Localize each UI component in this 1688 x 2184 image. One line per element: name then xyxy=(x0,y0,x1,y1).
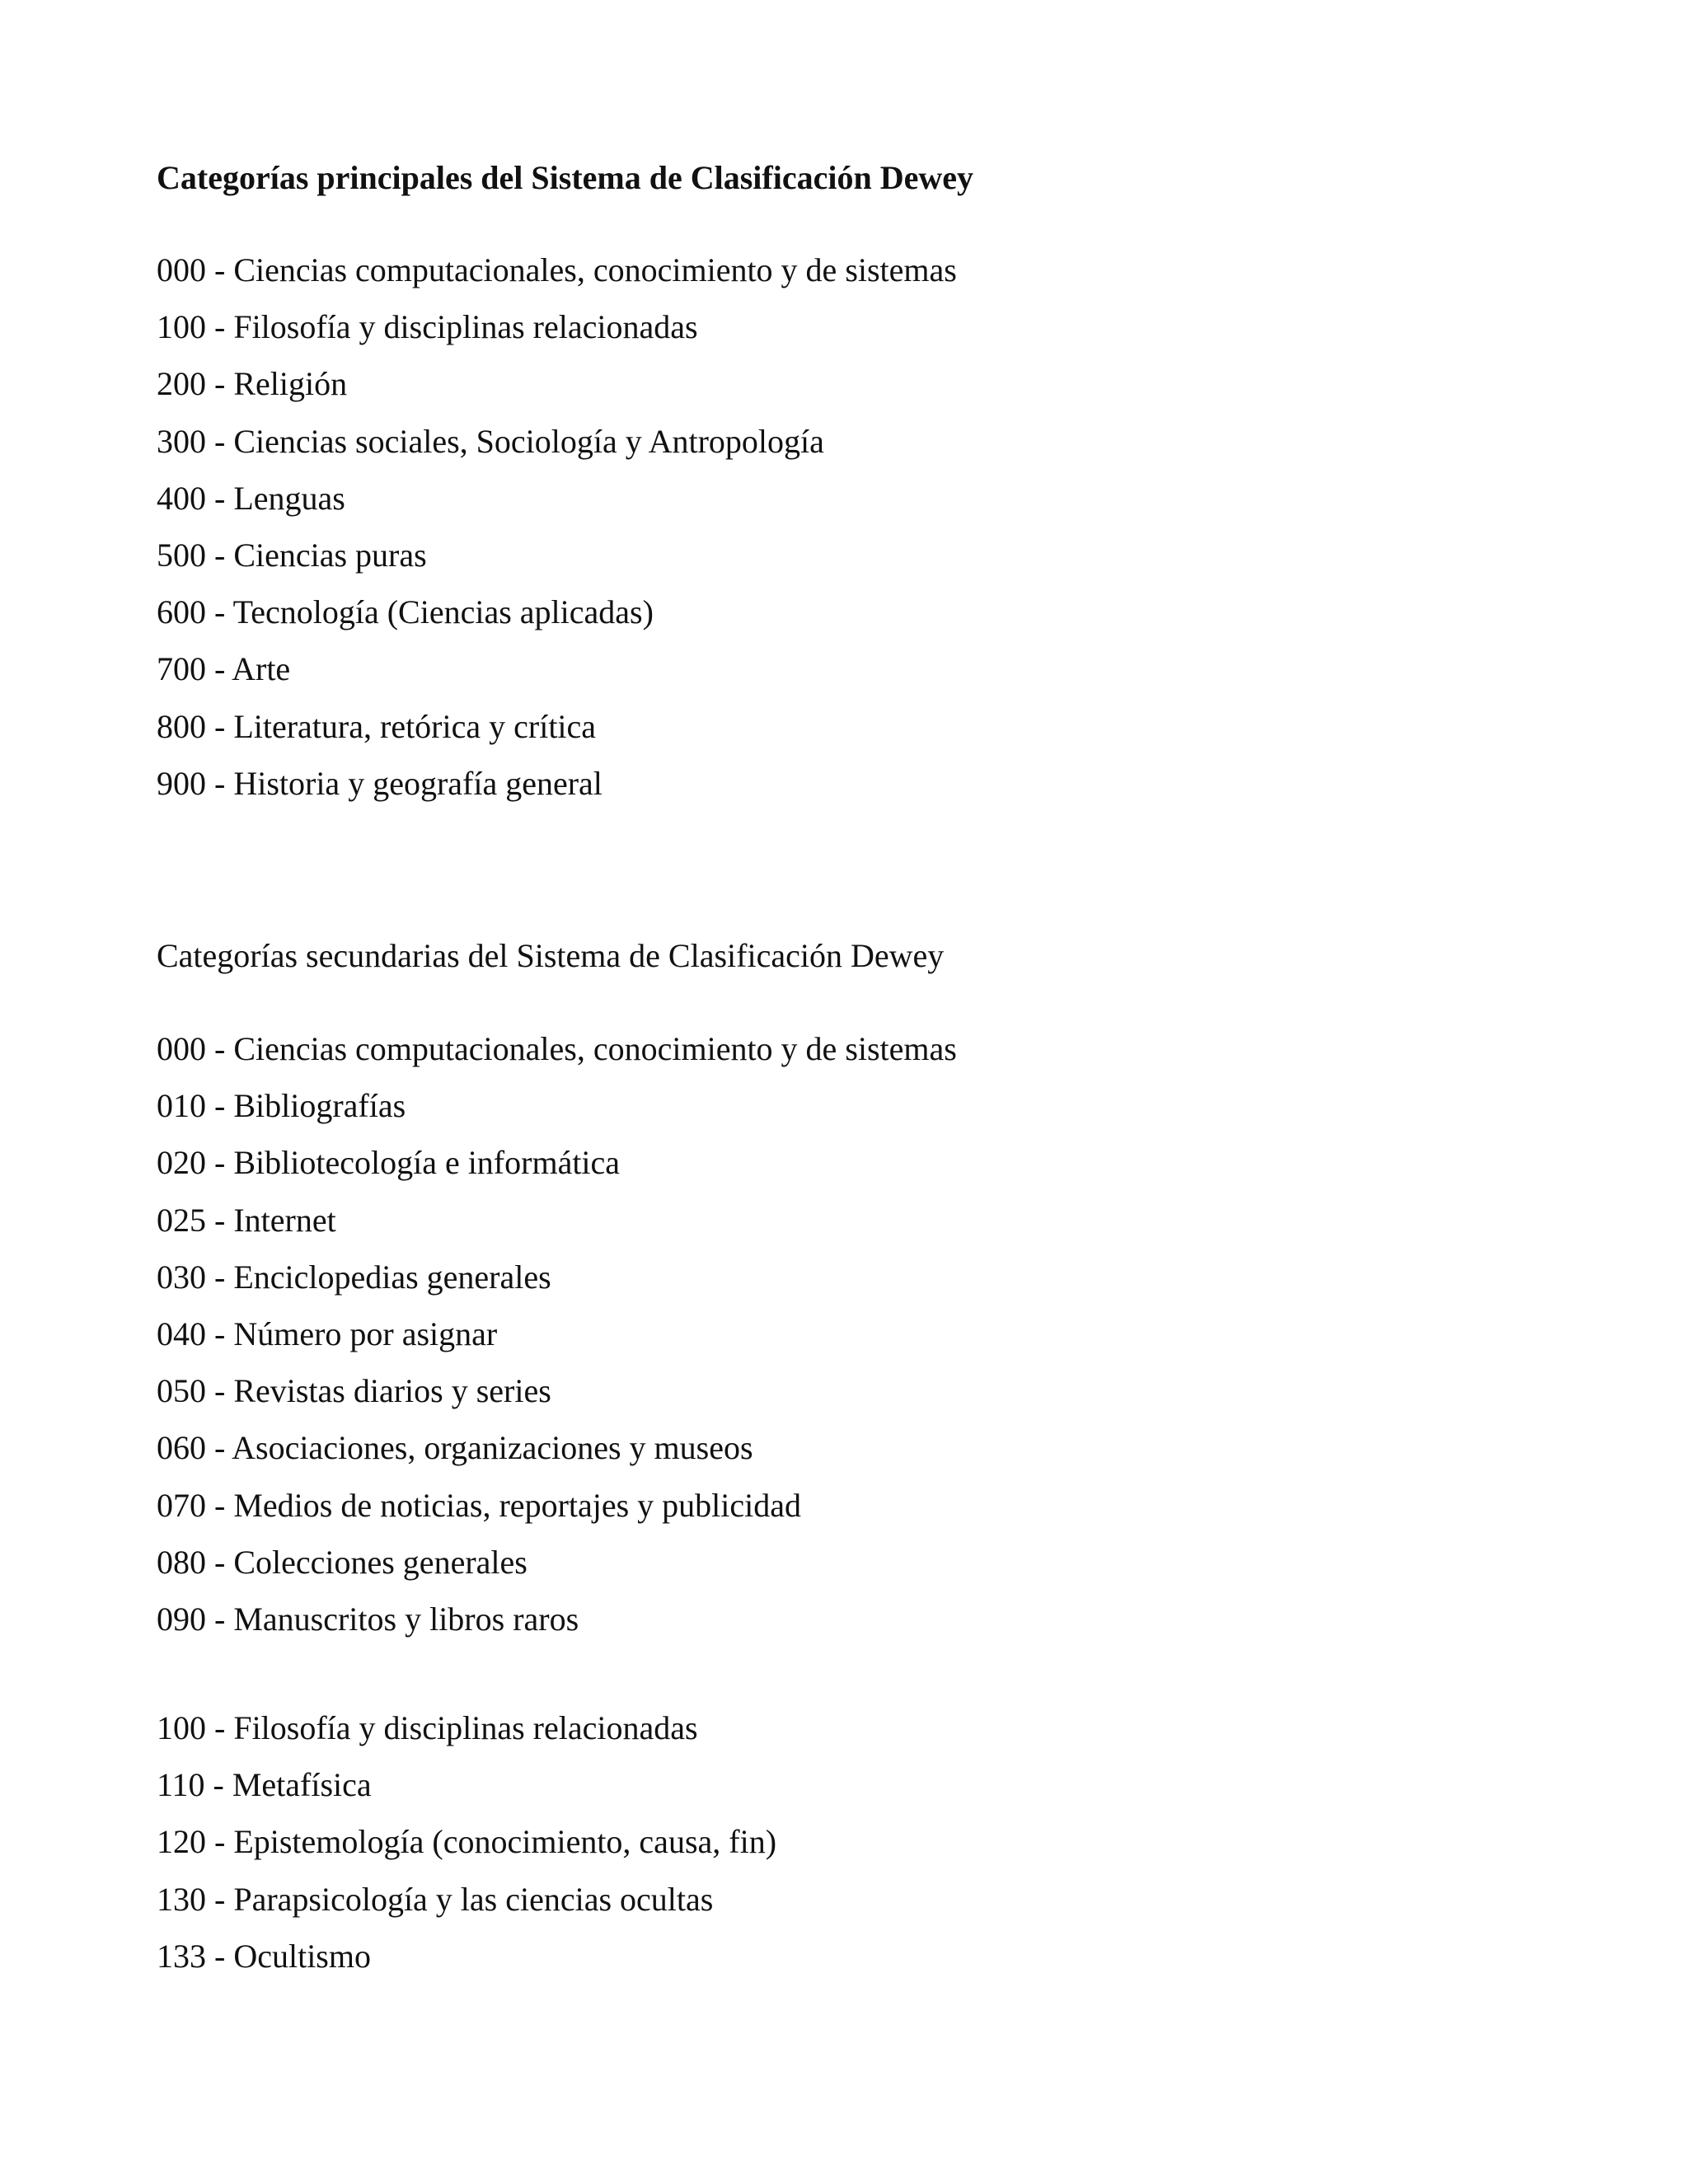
secondary-category-item: 100 - Filosofía y disciplinas relacionadas xyxy=(157,1709,698,1746)
main-category-item: 600 - Tecnología (Ciencias aplicadas) xyxy=(157,593,654,631)
secondary-category-item: 030 - Enciclopedias generales xyxy=(157,1258,551,1296)
main-category-item: 500 - Ciencias puras xyxy=(157,536,427,574)
secondary-category-item: 020 - Bibliotecología e informática xyxy=(157,1144,621,1182)
main-category-item: 100 - Filosofía y disciplinas relacionadas xyxy=(157,308,698,346)
secondary-category-item: 010 - Bibliografías xyxy=(157,1087,406,1125)
main-category-item: 300 - Ciencias sociales, Sociología y Antropología xyxy=(157,422,824,460)
secondary-category-item: 130 - Parapsicología y las ciencias ocultas xyxy=(157,1880,714,1918)
secondary-category-item: 090 - Manuscritos y libros raros xyxy=(157,1600,579,1638)
main-categories-title: Categorías principales del Sistema de Clasificación Dewey xyxy=(157,159,973,196)
secondary-category-item: 120 - Epistemología (conocimiento, causa, fin) xyxy=(157,1823,777,1861)
secondary-category-item: 070 - Medios de noticias, reportajes y publicidad xyxy=(157,1486,802,1524)
main-categories-list xyxy=(157,241,957,812)
secondary-category-item: 080 - Colecciones generales xyxy=(157,1543,528,1581)
main-category-item: 700 - Arte xyxy=(157,650,291,688)
secondary-categories-title: Categorías secundarias del Sistema de Clasificación Dewey xyxy=(157,937,945,974)
secondary-category-item: 060 - Asociaciones, organizaciones y museos xyxy=(157,1429,753,1467)
secondary-category-item: 025 - Internet xyxy=(157,1201,336,1239)
secondary-category-item: 000 - Ciencias computacionales, conocimiento y de sistemas xyxy=(157,1030,957,1067)
main-category-item: 400 - Lenguas xyxy=(157,479,345,517)
secondary-category-item: 050 - Revistas diarios y series xyxy=(157,1372,551,1410)
secondary-categories-000-list xyxy=(157,1020,957,1647)
main-category-item: 200 - Religión xyxy=(157,365,348,403)
secondary-categories-100-list xyxy=(157,1699,776,1985)
secondary-category-item: 110 - Metafísica xyxy=(157,1766,372,1804)
main-category-item: 800 - Literatura, retórica y crítica xyxy=(157,707,597,745)
main-category-item: 900 - Historia y geografía general xyxy=(157,764,603,802)
secondary-category-item: 133 - Ocultismo xyxy=(157,1937,371,1975)
main-category-item: 000 - Ciencias computacionales, conocimiento y de sistemas xyxy=(157,251,957,288)
secondary-category-item: 040 - Número por asignar xyxy=(157,1315,498,1352)
